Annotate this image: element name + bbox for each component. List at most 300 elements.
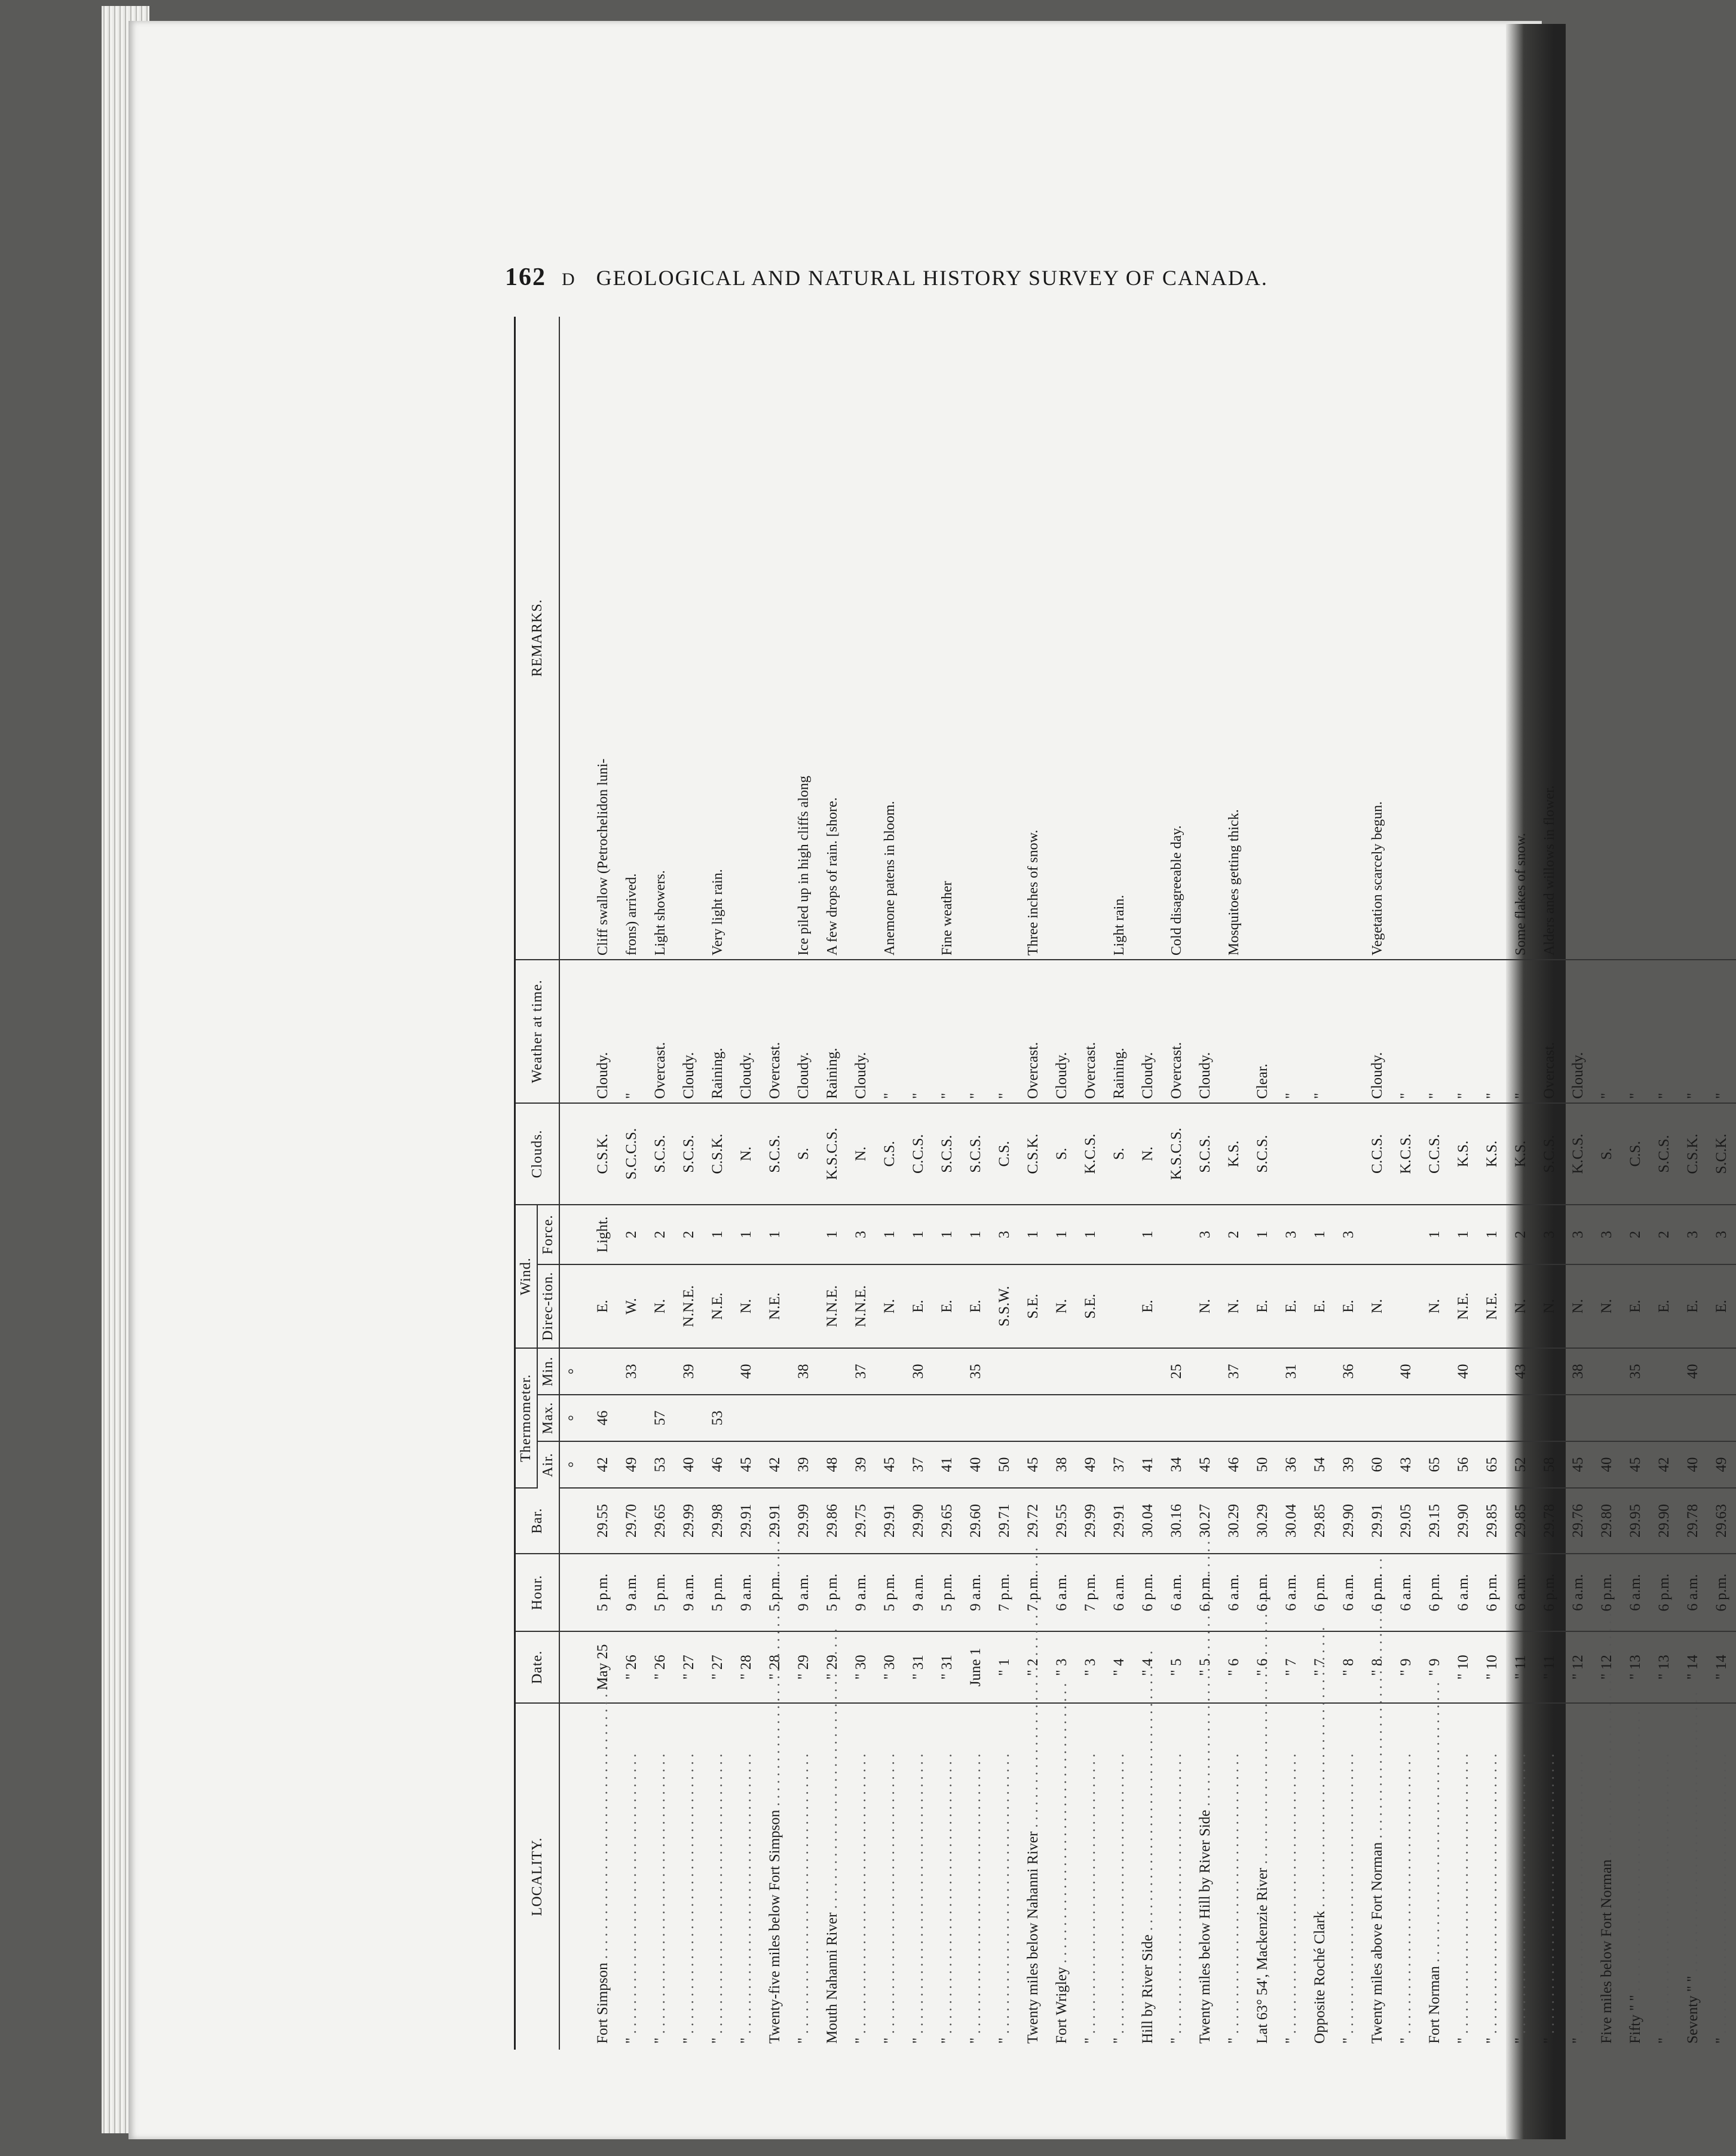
- table-row: [789, 317, 818, 2050]
- clouds-cell: K.S.C.S.: [818, 1103, 847, 1205]
- wind-direction-cell: E.: [1650, 1264, 1679, 1348]
- air-temp-cell: 45: [732, 1441, 761, 1488]
- locality-cell: " . . .: [1076, 1703, 1105, 2050]
- hour-cell: 6 a.m.: [1392, 1554, 1420, 1631]
- locality-cell: Fort Simpson . . .: [589, 1703, 617, 2050]
- remarks-cell: [1277, 317, 1306, 960]
- table-row: [1621, 317, 1650, 2050]
- running-header: [505, 263, 1282, 293]
- hour-cell: 6 a.m.: [1621, 1554, 1650, 1631]
- min-temp-cell: 43: [1507, 1348, 1535, 1395]
- max-temp-cell: 53: [703, 1395, 732, 1441]
- hour-cell: 5 p.m.: [761, 1554, 789, 1631]
- wind-force-cell: 3: [1707, 1205, 1736, 1264]
- remarks-cell: [1306, 317, 1334, 960]
- weather-cell: Overcast.: [646, 960, 675, 1103]
- wind-direction-cell: N.: [732, 1264, 761, 1348]
- wind-direction-cell: N.: [1191, 1264, 1220, 1348]
- date-cell: " 11: [1535, 1631, 1564, 1703]
- air-temp-cell: 53: [646, 1441, 675, 1488]
- air-temp-cell: 37: [904, 1441, 933, 1488]
- locality-cell: Twenty miles below Hill by River Side . . .: [1191, 1703, 1220, 2050]
- max-temp-cell: [1191, 1395, 1220, 1441]
- max-temp-cell: [904, 1395, 933, 1441]
- air-temp-cell: 46: [703, 1441, 732, 1488]
- locality-cell: " . . .: [1707, 1703, 1736, 2050]
- hour-cell: 9 a.m.: [617, 1554, 646, 1631]
- wind-direction-cell: N.E.: [1449, 1264, 1478, 1348]
- weather-cell: ": [1507, 960, 1535, 1103]
- weather-cell: [1220, 960, 1248, 1103]
- hour-cell: 9 a.m.: [732, 1554, 761, 1631]
- max-temp-cell: [962, 1395, 990, 1441]
- table-row: [1076, 317, 1105, 2050]
- min-temp-cell: 38: [1564, 1348, 1593, 1395]
- date-cell: " 29: [818, 1631, 847, 1703]
- locality-cell: " . . .: [933, 1703, 962, 2050]
- page-suffix: D: [562, 270, 576, 289]
- weather-cell: Cloudy.: [789, 960, 818, 1103]
- locality-cell: " . . .: [962, 1703, 990, 2050]
- wind-force-cell: 1: [1019, 1205, 1048, 1264]
- date-cell: June 1: [962, 1631, 990, 1703]
- air-temp-cell: 60: [1363, 1441, 1392, 1488]
- air-temp-cell: 52: [1507, 1441, 1535, 1488]
- date-cell: " 2: [1019, 1631, 1048, 1703]
- wind-direction-cell: W.: [617, 1264, 646, 1348]
- air-temp-cell: 49: [1076, 1441, 1105, 1488]
- header-direction: Direc-tion.: [537, 1264, 559, 1348]
- hour-cell: 6 p.m.: [1593, 1554, 1621, 1631]
- wind-force-cell: 1: [1420, 1205, 1449, 1264]
- table-row: [1707, 317, 1736, 2050]
- min-temp-cell: 37: [847, 1348, 875, 1395]
- date-cell: " 3: [1076, 1631, 1105, 1703]
- min-temp-cell: [1306, 1348, 1334, 1395]
- min-temp-cell: 36: [1334, 1348, 1363, 1395]
- header-force: Force.: [537, 1205, 559, 1264]
- min-temp-cell: [818, 1348, 847, 1395]
- clouds-cell: [1277, 1103, 1306, 1205]
- air-temp-cell: 41: [1134, 1441, 1162, 1488]
- weather-cell: Cloudy.: [1048, 960, 1076, 1103]
- locality-cell: " . . .: [1220, 1703, 1248, 2050]
- weather-cell: ": [617, 960, 646, 1103]
- hour-cell: 6 p.m.: [1363, 1554, 1392, 1631]
- clouds-cell: S.C.S.: [675, 1103, 703, 1205]
- clouds-cell: S.C.S.: [1191, 1103, 1220, 1205]
- weather-cell: ": [962, 960, 990, 1103]
- max-temp-cell: [933, 1395, 962, 1441]
- locality-cell: " . . .: [732, 1703, 761, 2050]
- hour-cell: 6 p.m.: [1707, 1554, 1736, 1631]
- remarks-cell: [1478, 317, 1507, 960]
- max-temp-cell: [818, 1395, 847, 1441]
- locality-cell: " . . .: [1650, 1703, 1679, 2050]
- date-cell: " 10: [1478, 1631, 1507, 1703]
- wind-direction-cell: E.: [962, 1264, 990, 1348]
- hour-cell: 6 p.m.: [1420, 1554, 1449, 1631]
- locality-cell: Hill by River Side . . .: [1134, 1703, 1162, 2050]
- clouds-cell: K.C.S.: [1076, 1103, 1105, 1205]
- min-temp-cell: [1248, 1348, 1277, 1395]
- hour-cell: 7 p.m.: [1076, 1554, 1105, 1631]
- hour-cell: 5 p.m.: [589, 1554, 617, 1631]
- wind-force-cell: 3: [990, 1205, 1019, 1264]
- rotated-table-area: [514, 317, 1729, 2050]
- hour-cell: 6 a.m.: [1679, 1554, 1707, 1631]
- header-locality: LOCALITY.: [515, 1703, 560, 2050]
- wind-force-cell: 2: [1650, 1205, 1679, 1264]
- weather-cell: ": [1449, 960, 1478, 1103]
- min-temp-cell: [1191, 1348, 1220, 1395]
- table-row: [675, 317, 703, 2050]
- hour-cell: 6 p.m.: [1134, 1554, 1162, 1631]
- wind-force-cell: 1: [1076, 1205, 1105, 1264]
- table-row: [703, 317, 732, 2050]
- remarks-cell: [1593, 317, 1621, 960]
- remarks-cell: Anemone patens in bloom.: [875, 317, 904, 960]
- locality-cell: " . . .: [1277, 1703, 1306, 2050]
- air-temp-cell: 37: [1105, 1441, 1134, 1488]
- date-cell: " 5: [1162, 1631, 1191, 1703]
- max-temp-cell: [990, 1395, 1019, 1441]
- table-row: [1650, 317, 1679, 2050]
- min-temp-cell: 40: [1392, 1348, 1420, 1395]
- bar-cell: 29.91: [732, 1488, 761, 1554]
- locality-cell: " . . .: [1478, 1703, 1507, 2050]
- air-temp-cell: 43: [1392, 1441, 1420, 1488]
- air-temp-cell: 40: [1593, 1441, 1621, 1488]
- min-temp-cell: [1535, 1348, 1564, 1395]
- bar-cell: 29.86: [818, 1488, 847, 1554]
- date-cell: " 10: [1449, 1631, 1478, 1703]
- table-row: [1392, 317, 1420, 2050]
- bar-cell: 29.90: [1650, 1488, 1679, 1554]
- weather-cell: Raining.: [818, 960, 847, 1103]
- remarks-cell: Fine weather: [933, 317, 962, 960]
- max-temp-cell: [1707, 1395, 1736, 1441]
- locality-cell: " . . .: [875, 1703, 904, 2050]
- wind-direction-cell: N.E.: [761, 1264, 789, 1348]
- bar-cell: 29.98: [703, 1488, 732, 1554]
- remarks-cell: [990, 317, 1019, 960]
- date-cell: " 5: [1191, 1631, 1220, 1703]
- min-temp-cell: [1707, 1348, 1736, 1395]
- clouds-cell: C.S.: [990, 1103, 1019, 1205]
- header-bar: Bar.: [515, 1488, 560, 1554]
- date-cell: " 7: [1277, 1631, 1306, 1703]
- weather-cell: [1334, 960, 1363, 1103]
- remarks-cell: [1191, 317, 1220, 960]
- date-cell: " 27: [703, 1631, 732, 1703]
- date-cell: " 7: [1306, 1631, 1334, 1703]
- wind-force-cell: 1: [933, 1205, 962, 1264]
- wind-force-cell: 3: [1564, 1205, 1593, 1264]
- bar-cell: 29.78: [1679, 1488, 1707, 1554]
- locality-cell: " . . .: [1392, 1703, 1420, 2050]
- wind-direction-cell: E.: [1707, 1264, 1736, 1348]
- hour-cell: 6 a.m.: [1220, 1554, 1248, 1631]
- hour-cell: 9 a.m.: [904, 1554, 933, 1631]
- hour-cell: 9 a.m.: [675, 1554, 703, 1631]
- wind-force-cell: Light.: [589, 1205, 617, 1264]
- weather-cell: ": [990, 960, 1019, 1103]
- table-row: [904, 317, 933, 2050]
- clouds-cell: S.: [1105, 1103, 1134, 1205]
- hour-cell: 5 p.m.: [933, 1554, 962, 1631]
- max-temp-cell: [1248, 1395, 1277, 1441]
- locality-cell: Five miles below Fort Norman . . .: [1593, 1703, 1621, 2050]
- bar-cell: 29.90: [1334, 1488, 1363, 1554]
- weather-cell: Overcast.: [1162, 960, 1191, 1103]
- air-temp-cell: 45: [1564, 1441, 1593, 1488]
- date-cell: " 6: [1220, 1631, 1248, 1703]
- remarks-cell: Some flakes of snow.: [1507, 317, 1535, 960]
- degree-row: [559, 317, 589, 2050]
- weather-cell: Cloudy.: [1191, 960, 1220, 1103]
- bar-cell: 29.90: [904, 1488, 933, 1554]
- air-temp-cell: 42: [761, 1441, 789, 1488]
- air-temp-cell: 40: [962, 1441, 990, 1488]
- min-temp-cell: 25: [1162, 1348, 1191, 1395]
- bar-cell: 29.55: [589, 1488, 617, 1554]
- remarks-cell: [1564, 317, 1593, 960]
- clouds-cell: N.: [732, 1103, 761, 1205]
- bar-cell: 29.99: [1076, 1488, 1105, 1554]
- min-temp-cell: [1105, 1348, 1134, 1395]
- max-temp-cell: [1679, 1395, 1707, 1441]
- remarks-cell: Ice piled up in high cliffs along: [789, 317, 818, 960]
- max-temp-cell: [1449, 1395, 1478, 1441]
- max-temp-cell: [1048, 1395, 1076, 1441]
- wind-force-cell: 1: [1449, 1205, 1478, 1264]
- bar-cell: 29.85: [1507, 1488, 1535, 1554]
- table-row: [1220, 317, 1248, 2050]
- remarks-cell: [761, 317, 789, 960]
- wind-direction-cell: [1392, 1264, 1420, 1348]
- wind-direction-cell: N.: [1048, 1264, 1076, 1348]
- air-temp-cell: 48: [818, 1441, 847, 1488]
- bar-cell: 30.04: [1134, 1488, 1162, 1554]
- weather-cell: Raining.: [703, 960, 732, 1103]
- bar-cell: 29.91: [761, 1488, 789, 1554]
- hour-cell: 7 p.m.: [990, 1554, 1019, 1631]
- degree-max: °: [559, 1395, 589, 1441]
- wind-direction-cell: N.: [1420, 1264, 1449, 1348]
- max-temp-cell: [1507, 1395, 1535, 1441]
- hour-cell: 6 a.m.: [1277, 1554, 1306, 1631]
- header-weather: Weather at time.: [515, 960, 560, 1103]
- wind-direction-cell: N.: [1363, 1264, 1392, 1348]
- clouds-cell: C.C.S.: [1420, 1103, 1449, 1205]
- wind-direction-cell: [1105, 1264, 1134, 1348]
- hour-cell: 9 a.m.: [789, 1554, 818, 1631]
- table-row: [875, 317, 904, 2050]
- wind-force-cell: 2: [675, 1205, 703, 1264]
- max-temp-cell: [1621, 1395, 1650, 1441]
- table-row: [1449, 317, 1478, 2050]
- date-cell: " 27: [675, 1631, 703, 1703]
- wind-force-cell: [1105, 1205, 1134, 1264]
- table-row: [589, 317, 617, 2050]
- header-wind: Wind.: [515, 1205, 538, 1348]
- max-temp-cell: [1277, 1395, 1306, 1441]
- bar-cell: 29.85: [1478, 1488, 1507, 1554]
- min-temp-cell: [1019, 1348, 1048, 1395]
- clouds-cell: S.C.S.: [1535, 1103, 1564, 1205]
- hour-cell: 9 a.m.: [847, 1554, 875, 1631]
- wind-force-cell: 3: [1334, 1205, 1363, 1264]
- hour-cell: 6 a.m.: [1507, 1554, 1535, 1631]
- min-temp-cell: [1478, 1348, 1507, 1395]
- remarks-cell: [1392, 317, 1420, 960]
- table-row: [1277, 317, 1306, 2050]
- min-temp-cell: [1650, 1348, 1679, 1395]
- min-temp-cell: [1076, 1348, 1105, 1395]
- table-row: [1191, 317, 1220, 2050]
- clouds-cell: S.: [1593, 1103, 1621, 1205]
- max-temp-cell: [1076, 1395, 1105, 1441]
- bar-cell: 30.27: [1191, 1488, 1220, 1554]
- wind-force-cell: 1: [818, 1205, 847, 1264]
- wind-force-cell: 1: [904, 1205, 933, 1264]
- table-row: [1593, 317, 1621, 2050]
- bar-cell: 29.55: [1048, 1488, 1076, 1554]
- table-row: [1162, 317, 1191, 2050]
- weather-cell: ": [875, 960, 904, 1103]
- header-clouds: Clouds.: [515, 1103, 560, 1205]
- max-temp-cell: [1162, 1395, 1191, 1441]
- min-temp-cell: [1593, 1348, 1621, 1395]
- locality-cell: " . . .: [904, 1703, 933, 2050]
- min-temp-cell: [933, 1348, 962, 1395]
- clouds-cell: C.S.: [875, 1103, 904, 1205]
- rotated-table-frame: [514, 317, 1729, 2050]
- max-temp-cell: [1650, 1395, 1679, 1441]
- bar-cell: 29.76: [1564, 1488, 1593, 1554]
- date-cell: " 29: [789, 1631, 818, 1703]
- wind-direction-cell: [789, 1264, 818, 1348]
- air-temp-cell: 45: [1191, 1441, 1220, 1488]
- bar-cell: 29.65: [933, 1488, 962, 1554]
- wind-force-cell: [1162, 1205, 1191, 1264]
- wind-direction-cell: N.: [1593, 1264, 1621, 1348]
- wind-direction-cell: N.N.E.: [818, 1264, 847, 1348]
- wind-direction-cell: N.: [1564, 1264, 1593, 1348]
- min-temp-cell: [1420, 1348, 1449, 1395]
- date-cell: " 28: [761, 1631, 789, 1703]
- weather-cell: ": [1306, 960, 1334, 1103]
- remarks-cell: [1621, 317, 1650, 960]
- min-temp-cell: [875, 1348, 904, 1395]
- bar-cell: 29.75: [847, 1488, 875, 1554]
- wind-direction-cell: [1162, 1264, 1191, 1348]
- table-row: [1564, 317, 1593, 2050]
- wind-direction-cell: N.E.: [1478, 1264, 1507, 1348]
- bar-cell: 29.91: [1363, 1488, 1392, 1554]
- weather-cell: ": [1277, 960, 1306, 1103]
- air-temp-cell: 42: [589, 1441, 617, 1488]
- clouds-cell: S.C.S.: [933, 1103, 962, 1205]
- max-temp-cell: [847, 1395, 875, 1441]
- bar-cell: 29.71: [990, 1488, 1019, 1554]
- table-row: [1048, 317, 1076, 2050]
- clouds-cell: C.S.K.: [1679, 1103, 1707, 1205]
- clouds-cell: S.C.C.S.: [617, 1103, 646, 1205]
- max-temp-cell: [875, 1395, 904, 1441]
- locality-cell: Seventy " " . . .: [1679, 1703, 1707, 2050]
- wind-force-cell: 3: [1191, 1205, 1220, 1264]
- remarks-cell: Light showers.: [646, 317, 675, 960]
- min-temp-cell: [589, 1348, 617, 1395]
- hour-cell: 6 a.m.: [1162, 1554, 1191, 1631]
- date-cell: " 9: [1420, 1631, 1449, 1703]
- hour-cell: 6 p.m.: [1248, 1554, 1277, 1631]
- min-temp-cell: 40: [732, 1348, 761, 1395]
- weather-cell: Cloudy.: [1134, 960, 1162, 1103]
- max-temp-cell: [675, 1395, 703, 1441]
- bar-cell: 29.99: [789, 1488, 818, 1554]
- table-row: [1019, 317, 1048, 2050]
- max-temp-cell: [1105, 1395, 1134, 1441]
- hour-cell: 6 a.m.: [1334, 1554, 1363, 1631]
- air-temp-cell: 54: [1306, 1441, 1334, 1488]
- clouds-cell: S.C.S.: [646, 1103, 675, 1205]
- hour-cell: 5 p.m.: [818, 1554, 847, 1631]
- table-row: [1363, 317, 1392, 2050]
- min-temp-cell: 37: [1220, 1348, 1248, 1395]
- locality-cell: " . . .: [1334, 1703, 1363, 2050]
- air-temp-cell: 46: [1220, 1441, 1248, 1488]
- min-temp-cell: [1134, 1348, 1162, 1395]
- running-title: GEOLOGICAL AND NATURAL HISTORY SURVEY OF CANADA.: [596, 266, 1268, 290]
- wind-force-cell: 3: [1535, 1205, 1564, 1264]
- header-hour: Hour.: [515, 1554, 560, 1631]
- wind-direction-cell: N.E.: [703, 1264, 732, 1348]
- weather-cell: Cloudy.: [732, 960, 761, 1103]
- clouds-cell: C.S.K.: [703, 1103, 732, 1205]
- hour-cell: 5 p.m.: [646, 1554, 675, 1631]
- locality-cell: Twenty miles above Fort Norman . . .: [1363, 1703, 1392, 2050]
- table-row: [1507, 317, 1535, 2050]
- locality-cell: " . . .: [990, 1703, 1019, 2050]
- air-temp-cell: 36: [1277, 1441, 1306, 1488]
- air-temp-cell: 50: [1248, 1441, 1277, 1488]
- min-temp-cell: 35: [1621, 1348, 1650, 1395]
- remarks-cell: Very light rain.: [703, 317, 732, 960]
- remarks-cell: [1076, 317, 1105, 960]
- air-temp-cell: 58: [1535, 1441, 1564, 1488]
- remarks-cell: [847, 317, 875, 960]
- bar-cell: 29.15: [1420, 1488, 1449, 1554]
- locality-cell: " . . .: [1105, 1703, 1134, 2050]
- degree-min: °: [559, 1348, 589, 1395]
- weather-cell: Overcast.: [1019, 960, 1048, 1103]
- clouds-cell: S.: [789, 1103, 818, 1205]
- clouds-cell: [1334, 1103, 1363, 1205]
- wind-direction-cell: S.S.W.: [990, 1264, 1019, 1348]
- table-row: [1134, 317, 1162, 2050]
- weather-cell: ": [904, 960, 933, 1103]
- clouds-cell: S.C.S.: [1248, 1103, 1277, 1205]
- weather-cell: Overcast.: [761, 960, 789, 1103]
- wind-direction-cell: N.: [646, 1264, 675, 1348]
- weather-cell: Overcast.: [1076, 960, 1105, 1103]
- weather-cell: ": [1707, 960, 1736, 1103]
- weather-cell: Raining.: [1105, 960, 1134, 1103]
- wind-force-cell: 1: [875, 1205, 904, 1264]
